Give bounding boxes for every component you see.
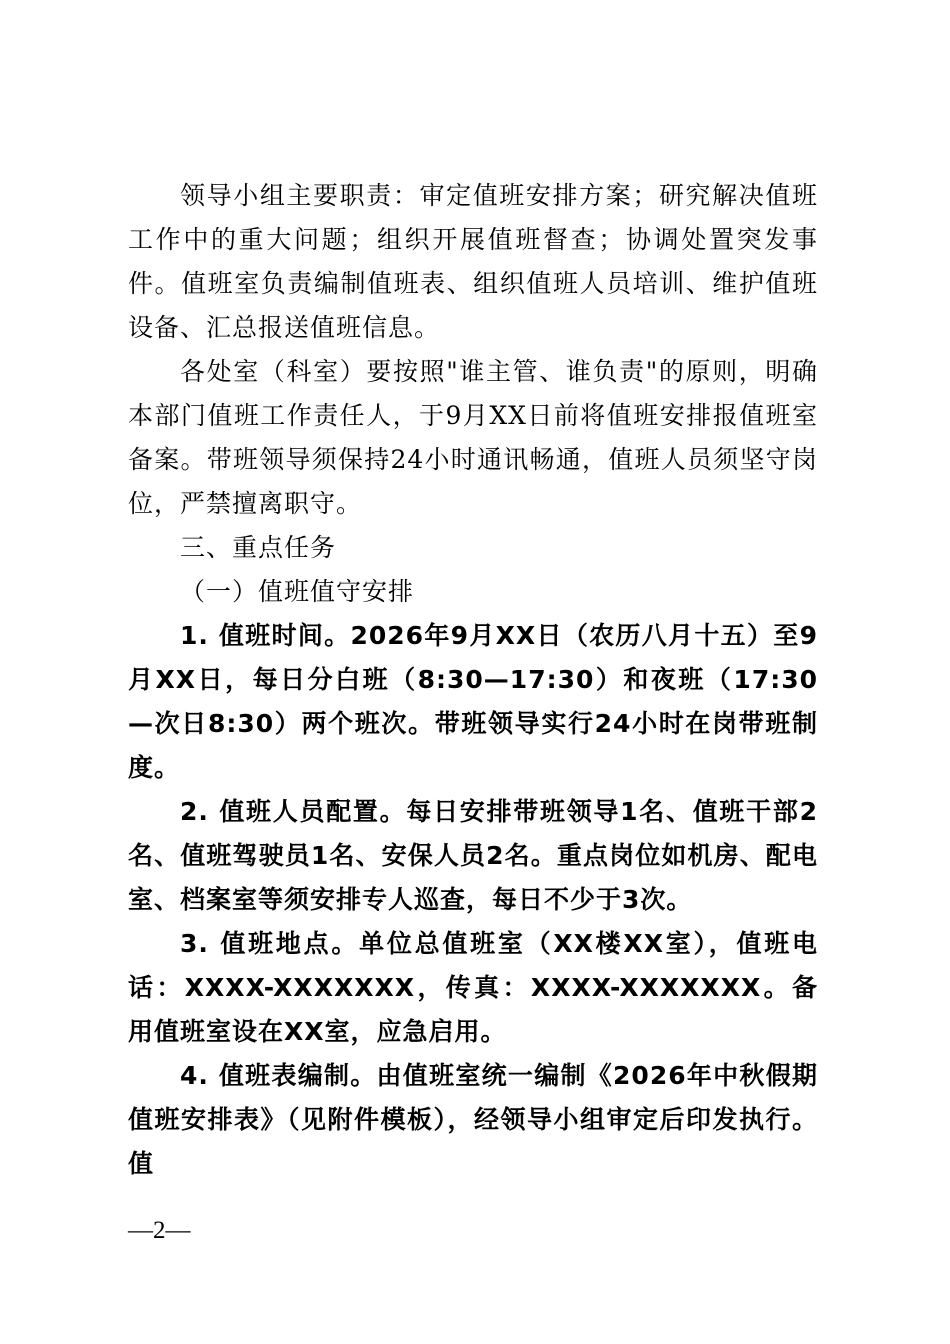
paragraph-department-responsibility: 各处室（科室）要按照"谁主管、谁负责"的原则，明确本部门值班工作责任人，于9月XX日前将值班安排报值班室备案。带班领导须保持24小时通讯畅通，值班人员须坚守岗位，严禁擅离职守。 xyxy=(128,357,818,518)
item-staff-allocation: 2. 值班人员配置。每日安排带班领导1名、值班干部2名、值班驾驶员1名、安保人员2名。重点岗位如机房、配电室、档案室等须安排专人巡查，每日不少于3次。 xyxy=(128,797,818,914)
document-body xyxy=(128,174,818,1186)
item-duty-location: 3. 值班地点。单位总值班室（XX楼XX室），值班电话：XXXX-XXXXXXX，传真：XXXX-XXXXXXX。备用值班室设在XX室，应急启用。 xyxy=(128,929,818,1046)
section-heading-key-tasks: 三、重点任务 xyxy=(180,533,337,562)
paragraph-leadership-duties: 领导小组主要职责：审定值班安排方案；研究解决值班工作中的重大问题；组织开展值班督查；协调处置突发事件。值班室负责编制值班表、组织值班人员培训、维护值班设备、汇总报送值班信息。 xyxy=(128,181,818,342)
item-duty-time: 1. 值班时间。2026年9月XX日（农历八月十五）至9月XX日，每日分白班（8:30—17:30）和夜班（17:30—次日8:30）两个班次。带班领导实行24小时在岗带班制度。 xyxy=(128,621,818,782)
subsection-heading-duty-arrangement: （一）值班值守安排 xyxy=(180,577,415,606)
item-schedule-compilation: 4. 值班表编制。由值班室统一编制《2026年中秋假期值班安排表》（见附件模板），经领导小组审定后印发执行。值 xyxy=(128,1061,818,1178)
page-number: —2— xyxy=(128,1217,191,1244)
